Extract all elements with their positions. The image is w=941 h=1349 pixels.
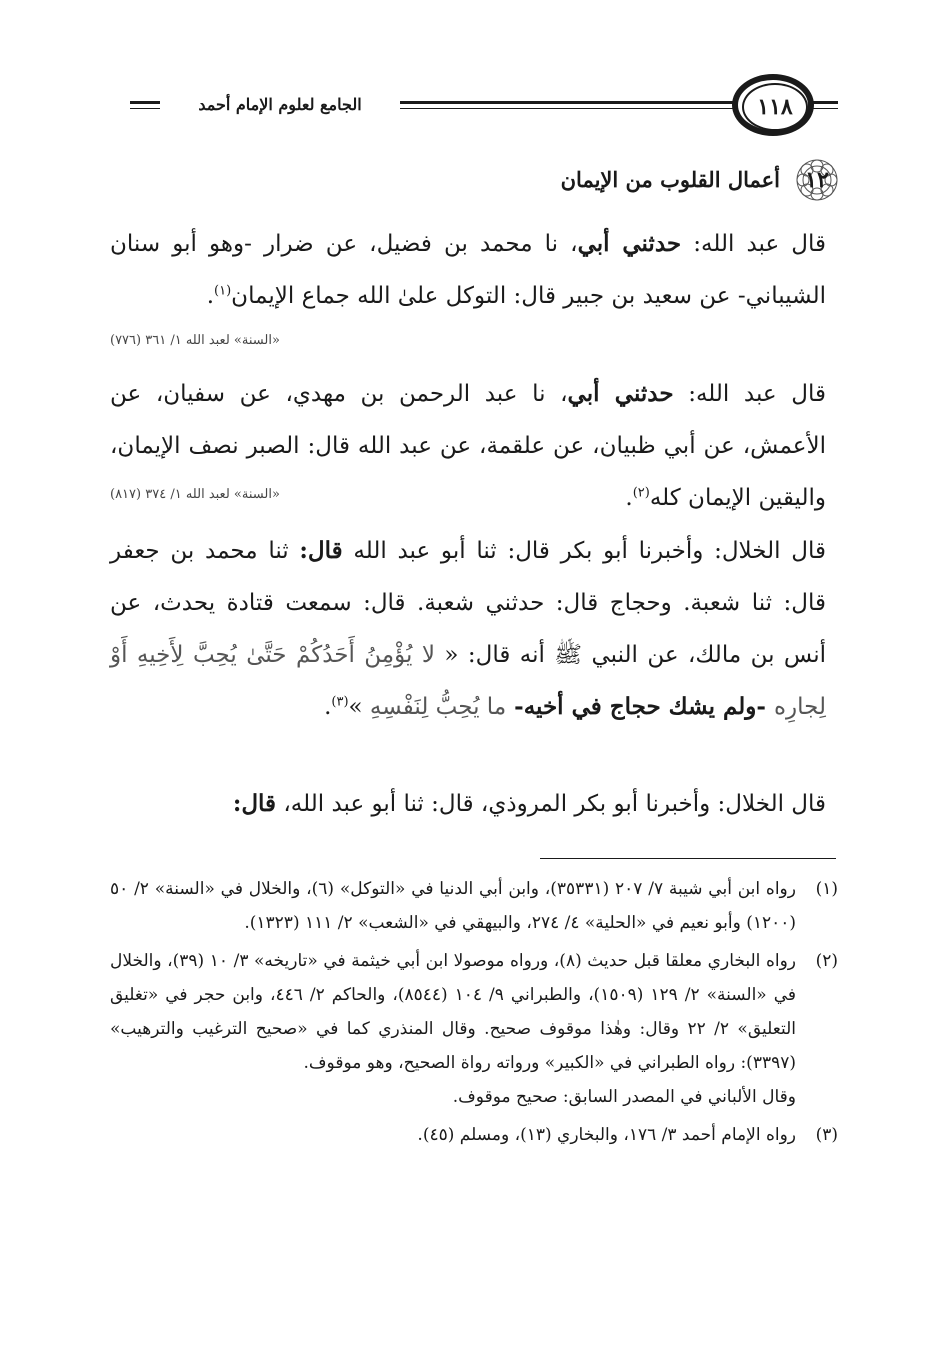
quote-close: » — [348, 694, 370, 720]
footnote-number: (١) — [815, 879, 838, 899]
paragraph-text: قال الخلال: وأخبرنا أبو بكر المروذي، قال: ثنا أبو عبد الله، — [276, 791, 826, 817]
footnote — [110, 944, 838, 1114]
running-title: الجامع لعلوم الإمام أحمد — [160, 90, 400, 120]
footnote-text: رواه ابن أبي شيبة ٧/ ٢٠٧ (٣٥٣٣١)، وابن أبي الدنيا في «التوكل» (٦)، والخلال في «السنة» ٢/ ٥٠ (١٢٠٠) وأبو نعيم في «الحلية» ٤/ ٢٧٤، والبيهقي في «الشعب» ٢/ ١١١ (١٣٢٣). — [110, 879, 796, 933]
header-rule — [812, 101, 838, 104]
footnote-number: (٣) — [815, 1125, 838, 1145]
footnote — [110, 872, 838, 940]
source-citation: «السنة» لعبد الله ١/ ٣٦١ (٧٧٦) — [110, 333, 280, 348]
paragraph-end: . — [625, 485, 633, 511]
footnote-ref[interactable]: (٢) — [632, 485, 650, 501]
paragraph-lead-bold: حدثني أبي — [567, 380, 674, 407]
paragraph-lead-bold: حدثني أبي — [577, 230, 682, 257]
paragraph-text: قال الخلال: وأخبرنا أبو بكر قال: ثنا أبو عبد الله — [342, 538, 826, 564]
hadith-text: لا يُؤْمِنُ أَحَدُكُمْ حَتَّىٰ يُحِبَّ لِأَخِيهِ أَوْ لِجارِه — [110, 642, 826, 720]
footnote-text — [110, 944, 796, 1114]
header-rule — [812, 108, 838, 109]
paragraph-lead: قال عبد الله: — [681, 231, 826, 257]
page-number: ١١٨ — [742, 83, 808, 131]
paragraph-text: ، نا عبد الرحمن بن مهدي، عن سفيان، عن الأعمش، عن أبي ظبيان، عن علقمة، عن عبد الله قال: الصبر نصف الإيمان، واليقين الإيمان كله — [110, 381, 826, 511]
paragraph-1 — [110, 218, 826, 322]
paragraph-end: . — [324, 694, 332, 720]
footnote-text-part: رواه البخاري معلقا قبل حديث (٨)، ورواه موصولا ابن أبي خيثمة في «تاريخه» ٣/ ١٠ (٣٩)، والخلال في «السنة» ٢/ ١٢٩ (١٥٠٩)، والطبراني ٩/ ١٠٤ (٨٥٤٤)، والحاكم ٢/ ٤٤٦، وابن حجر في «تغليق التعليق» ٢/ ٢٢ وقال: وهٰذا موقوف صحيح. وقال المنذري كما في «صحيح الترغيب والترهيب» (٣٣٩٧): رواه الطبراني في «الكبير» ورواته رواة الصحيح، وهو موقوف. — [110, 951, 796, 1073]
paragraph-lead: قال عبد الله: — [673, 381, 826, 407]
footnote-ref[interactable]: (٣) — [331, 694, 349, 710]
footnotes — [110, 872, 838, 1156]
section-title: أعمال القلوب من الإيمان — [560, 167, 780, 192]
paragraph-end: . — [206, 283, 215, 309]
section-number: ١٢ — [805, 167, 829, 193]
paragraph-text: ثنا محمد بن جعفر قال: ثنا شعبة. وحجاج قال: حدثني شعبة. قال: سمعت قتادة يحدث، عن أنس بن مالك، عن النبي ﷺ أنه قال: « — [110, 538, 827, 668]
narrator-note: -ولم يشك حجاج في أخيه- — [506, 693, 774, 720]
paragraph-3 — [110, 525, 826, 733]
paragraph-text: ، نا محمد بن فضيل، عن ضرار -وهو أبو سنان الشيباني- عن سعيد بن جبير قال: التوكل علىٰ الله جماع الإيمان — [110, 231, 826, 309]
footnote — [110, 1118, 838, 1152]
footnote-text-part: وقال الألباني في المصدر السابق: صحيح موقوف. — [452, 1087, 796, 1107]
source-citation: «السنة» لعبد الله ١/ ٣٧٤ (٨١٧) — [110, 487, 280, 502]
footnote-ref[interactable]: (١) — [214, 283, 232, 299]
paragraph-4 — [110, 778, 826, 830]
footnote-separator — [540, 858, 836, 859]
paragraph-bold: قال: — [232, 790, 277, 817]
footnote-text: رواه الإمام أحمد ٣/ ١٧٦، والبخاري (١٣)، ومسلم (٤٥). — [417, 1125, 796, 1145]
footnote-number: (٢) — [815, 951, 838, 971]
paragraph-bold: قال: — [299, 537, 343, 564]
hadith-text: ما يُحِبُّ لِنَفْسِهِ — [369, 694, 507, 720]
